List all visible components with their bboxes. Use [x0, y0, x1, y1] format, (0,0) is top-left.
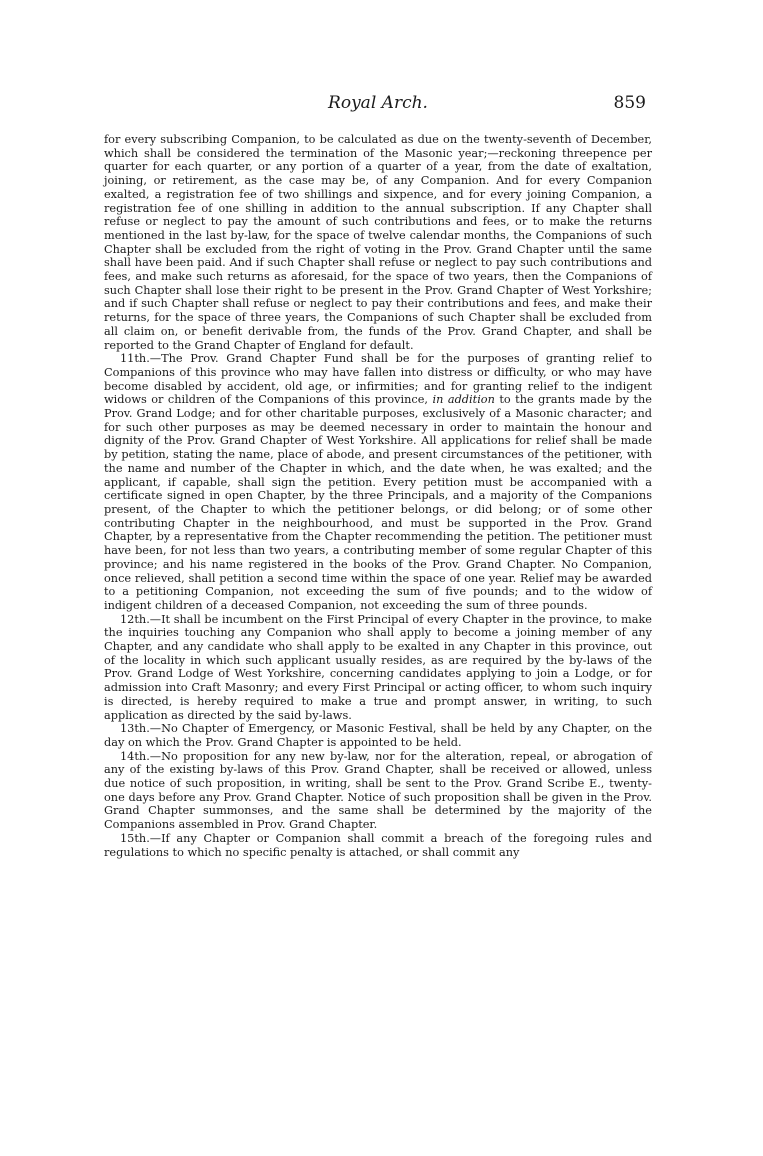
paragraph-bylaw-11-text-after: to the grants made by the Prov. Grand Lodge; and for other charitable purposes, exclusively of a Masonic character; and for such other purposes as may be deemed necessary in order to maintain the honour and dignity of the Prov. Grand Chapter of West Yorkshire. All applications for relief shall be made by petition, stating the name, place of abode, and present circumstances of the petitioner, with the name and number of the Chapter in which, and the date when, he was exalted; and the applicant, if capable, shall sign the petition. Every petition must be accompanied with a certificate signed in open Chapter, by the three Principals, and a majority of the Companions present, of the Chapter to which the petitioner belongs, or did belong; or of some other contributing Chapter in the neighbourhood, and must be supported in the Prov. Grand Chapter, by a representative from the Chapter recommending the petition. The petitioner must have been, for not less than two years, a contributing member of some regular Chapter of this province; and his name registered in the books of the Prov. Grand Chapter. No Companion, once relieved, shall petition a second time within the space of one year. Relief may be awarded to a petitioning Companion, not exceeding the sum of five pounds; and to the widow of indigent children of a deceased Companion, not exceeding the sum of three pounds. [104, 393, 652, 612]
running-title: Royal Arch. [328, 93, 428, 113]
running-header [104, 90, 652, 116]
paragraph-bylaw-13: 13th.—No Chapter of Emergency, or Masonic Festival, shall be held by any Chapter, on the day on which the Prov. Grand Chapter is appointed to be held. [104, 722, 652, 749]
paragraph-bylaw-14: 14th.—No proposition for any new by-law, nor for the alteration, repeal, or abrogation of any of the existing by-laws of this Prov. Grand Chapter, shall be received or allowed, unless due notice of such proposition, in writing, shall be sent to the Prov. Grand Scribe E., twenty-one days before any Prov. Grand Chapter. Notice of such proposition shall be given in the Prov. Grand Chapter summonses, and the same shall be determined by the majority of the Companions assembled in Prov. Grand Chapter. [104, 749, 652, 832]
paragraph-bylaw-11-text-before: 11th.—The Prov. Grand Chapter Fund shall be for the purposes of granting relief to Companions of this province who may have fallen into distress or difficulty, or who may have become disabled by accident, old age, or infirmities; and for granting relief to the indigent widows or children of the Companions of this province, [104, 352, 652, 407]
body-text [104, 133, 652, 859]
paragraph-bylaw-12: 12th.—It shall be incumbent on the First Principal of every Chapter in the province, to make the inquiries touching any Companion who shall apply to become a joining member of any Chapter, and any candidate who shall apply to be exalted in any Chapter in this province, out of the locality in which such applicant usually resides, as are required by the by-laws of the Prov. Grand Lodge of West Yorkshire, concerning candidates applying to join a Lodge, or for admission into Craft Masonry; and every First Principal or acting officer, to whom such inquiry is directed, is hereby required to make a true and prompt answer, in writing, to such application as directed by the said by-laws. [104, 612, 652, 722]
page-number: 859 [613, 93, 646, 113]
emphasis-in-addition: in addition [432, 393, 495, 407]
paragraph-bylaw-11 [104, 352, 652, 612]
paragraph-bylaw-15: 15th.—If any Chapter or Companion shall commit a breach of the foregoing rules and regulations to which no specific penalty is attached, or shall commit any [104, 831, 652, 859]
paragraph-continuation: for every subscribing Companion, to be calculated as due on the twenty-seventh of December, which shall be considered the termination of the Masonic year;—reckoning threepence per quarter for each quarter, or any portion of a quarter of a year, from the date of exaltation, joining, or retirement, as the case may be, of any Companion. And for every Companion exalted, a registration fee of two shillings and sixpence, and for every joining Companion, a registration fee of one shilling in addition to the annual subscription. If any Chapter shall refuse or neglect to pay the amount of such contributions and fees, or to make the returns mentioned in the last by-law, for the space of twelve calendar months, the Companions of such Chapter shall be excluded from the right of voting in the Prov. Grand Chapter until the same shall have been paid. And if such Chapter shall refuse or neglect to pay such contributions and fees, and make such returns as aforesaid, for the space of two years, then the Companions of such Chapter shall lose their right to be present in the Prov. Grand Chapter of West Yorkshire; and if such Chapter shall refuse or neglect to pay their contributions and fees, and make their returns, for the space of three years, the Companions of such Chapter shall be excluded from all claim on, or benefit derivable from, the funds of the Prov. Grand Chapter, and shall be reported to the Grand Chapter of England for default. [104, 133, 652, 352]
